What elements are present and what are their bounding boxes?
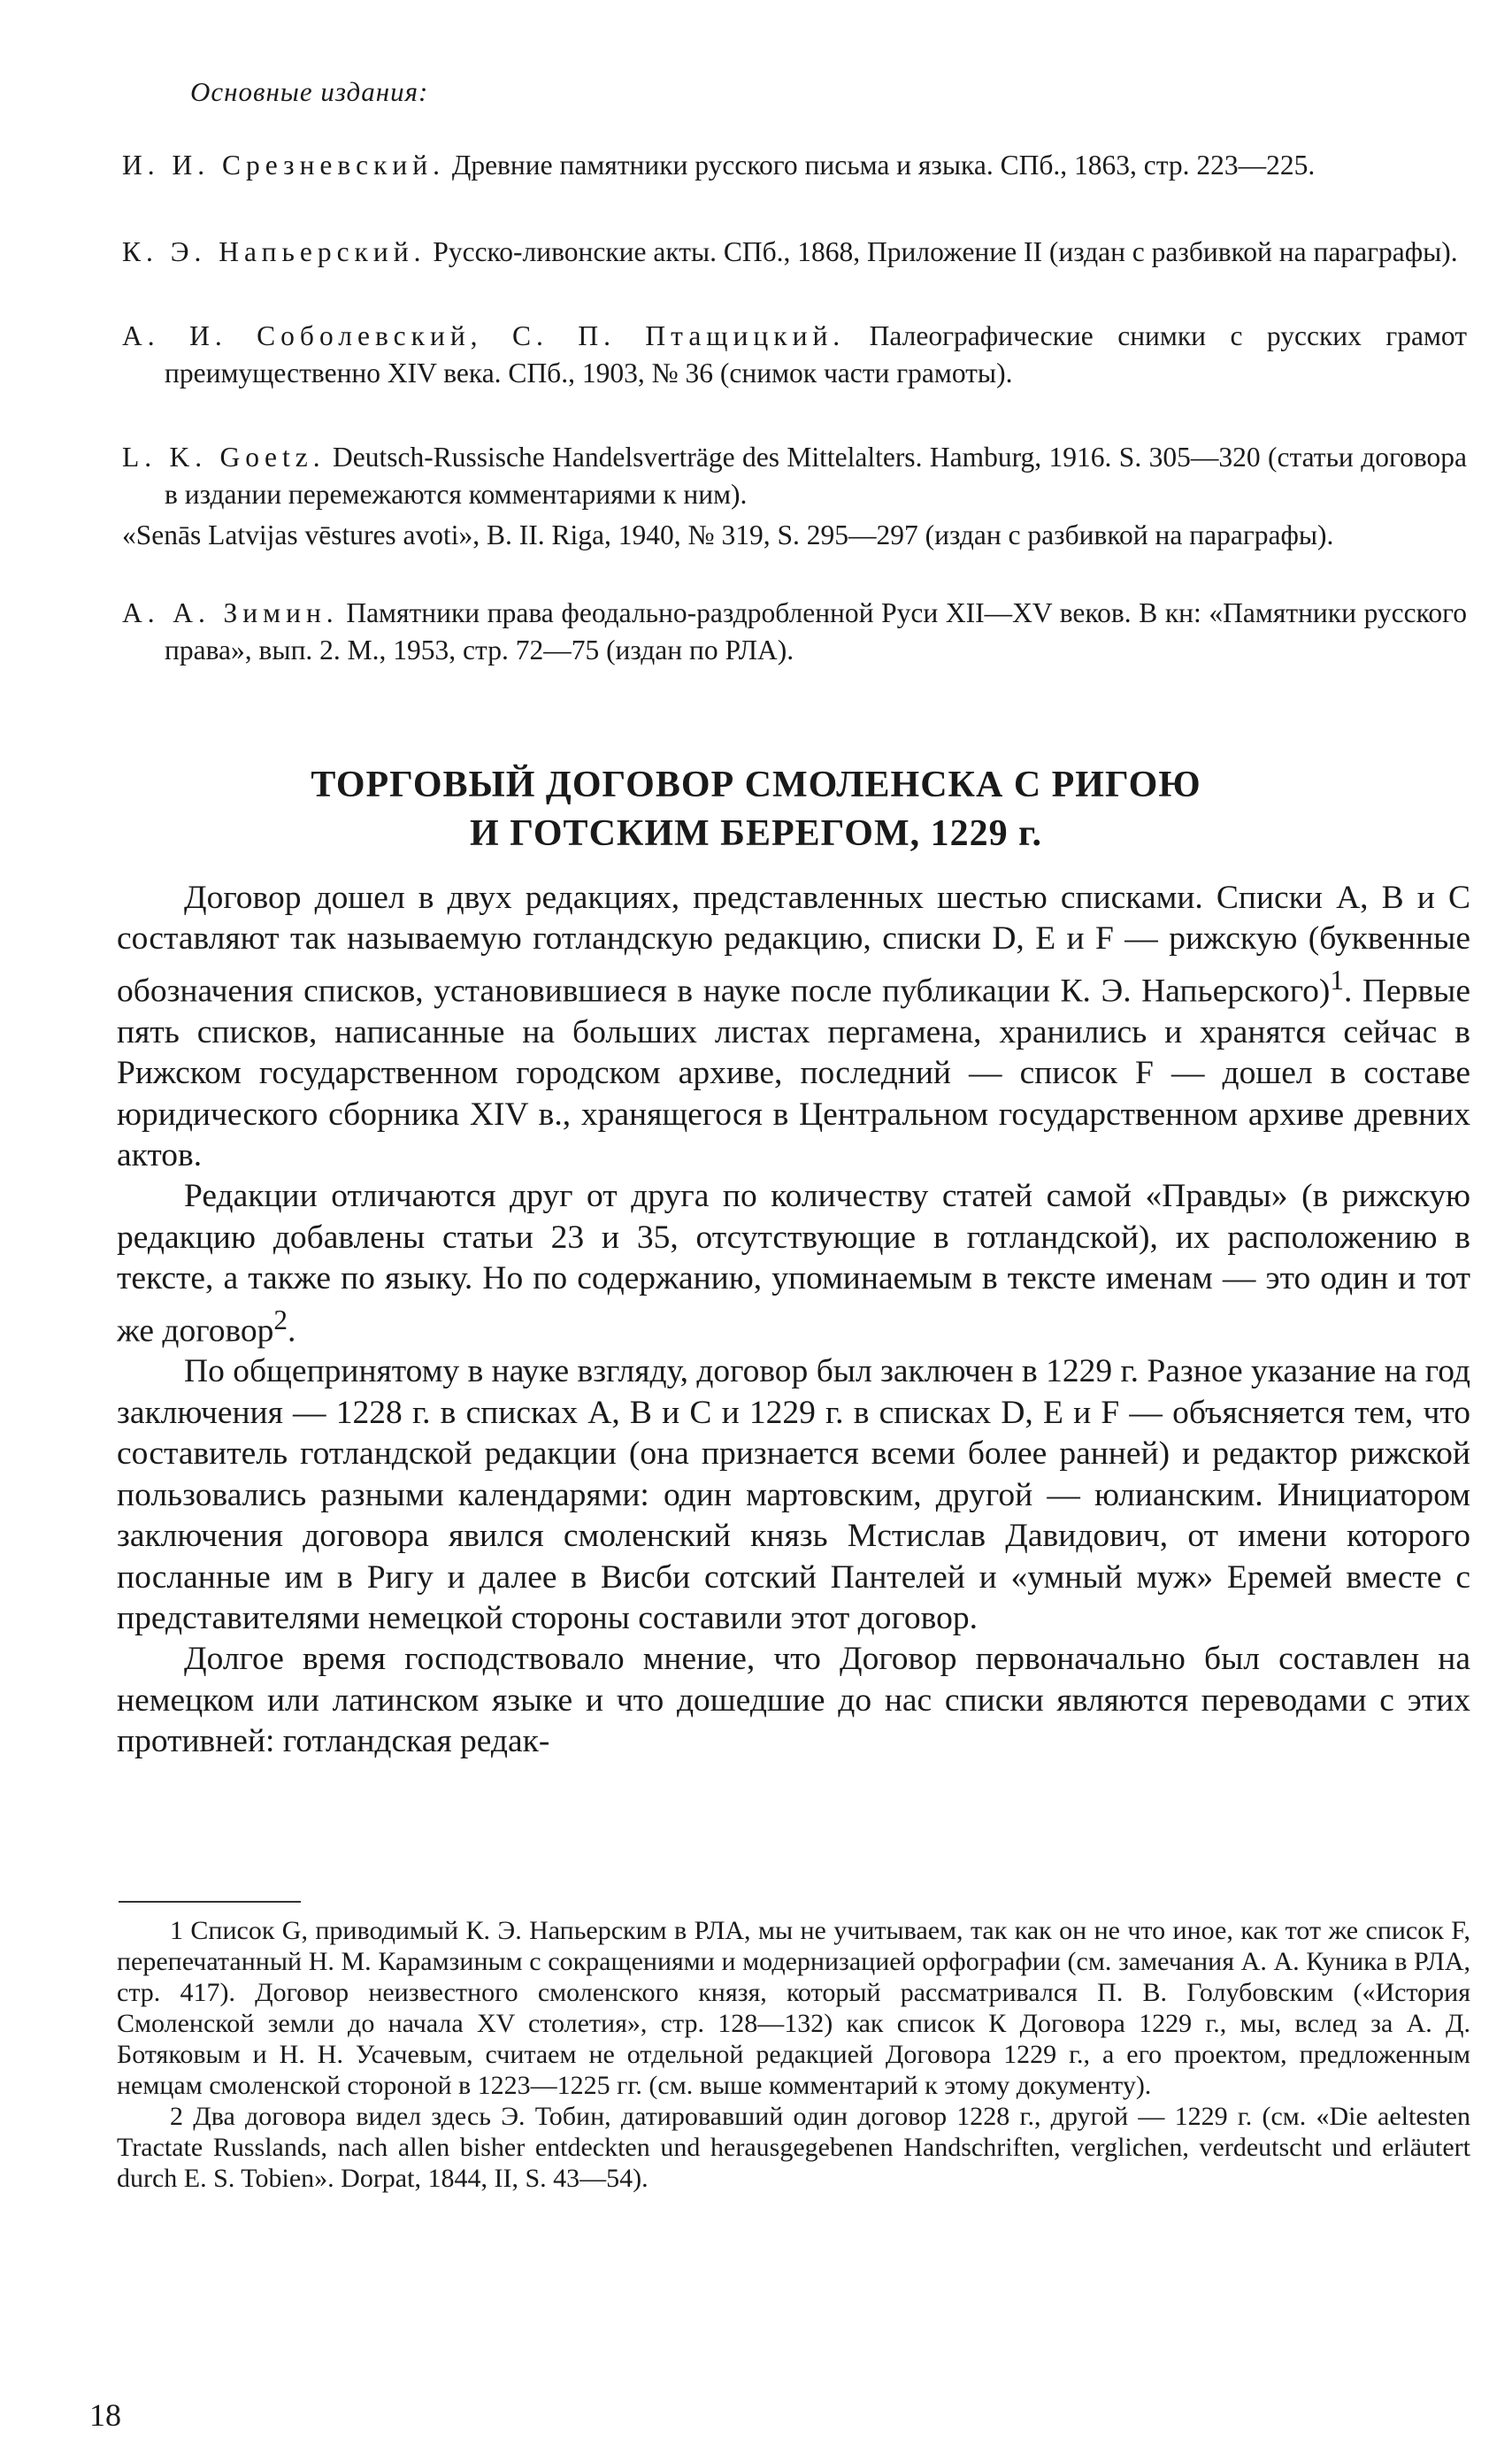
page-number: 18	[89, 2397, 121, 2433]
bib-text: «Senās Latvijas vēstures avoti», B. II. Riga, 1940, № 319, S. 295—297 (издан с разбивкой на параграфы).	[122, 519, 1334, 550]
footnote-2: 2 Два договора видел здесь Э. Тобин, датировавший один договор 1228 г., другой — 1229 г. (см. «Die aeltesten Tractate Russlands, nach allen bisher entdeckten und herausgegebenen Handschriften, verglichen, verdeutscht und erläutert durch E. S. Tobien». Dorpat, 1844, II, S. 43—54).	[117, 2102, 1470, 2193]
bib-text: Палеографические снимки с русских грамот преимущественно XIV века. СПб., 1903, № 36 (снимок части грамоты).	[165, 320, 1468, 388]
footnote-mark: 2	[170, 2102, 183, 2131]
footnote-mark: 1	[170, 1916, 183, 1945]
footnote-ref-1[interactable]: 1	[1330, 964, 1344, 996]
bib-author: А. И. Соболевский, С. П. Птащицкий.	[122, 320, 846, 351]
footnote-ref-2[interactable]: 2	[273, 1304, 288, 1335]
title-line-2: И ГОТСКИМ БЕРЕГОМ, 1229 г.	[470, 813, 1042, 854]
paragraph-3: По общепринятому в науке взгляду, договор был заключен в 1229 г. Разное указание на год заключения — 1228 г. в списках А, В и С и 1229 г. в списках D, Е и F — объясняется тем, что составитель готландской редакции (она признается всеми более ранней) и редактор рижской пользовались разными календарями: один мартовским, другой — юлианским. Инициатором заключения договора явился смоленский князь Мстислав Давидович, от имени которого посланные им в Ригу и далее в Висби сотский Пантелей и «умный муж» Еремей вместе с представителями немецкой стороны составили этот договор.	[117, 1353, 1470, 1636]
bib-author: L. K. Goetz.	[122, 442, 326, 473]
bib-text: Памятники права феодально-раздробленной Руси XII—XV веков. В кн: «Памятники русского права», вып. 2. М., 1953, стр. 72—75 (издан по РЛА).	[165, 597, 1467, 665]
paragraph-2: Редакции отличаются друг от друга по количеству статей самой «Правды» (в рижскую редакцию добавлены статьи 23 и 35, отсутствующие в готландской), их расположению в тексте, а также по языку. Но по содержанию, упоминаемым в тексте именам — это один и тот же договор$^2$.	[117, 1178, 1470, 1350]
bibliography-entry-4	[122, 439, 1467, 513]
bib-text: Deutsch-Russische Handelsverträge des Mittelalters. Hamburg, 1916. S. 305—320 (статьи договора в издании перемежаются комментариями к ним).	[165, 442, 1467, 510]
footnotes	[117, 1915, 1470, 2194]
bibliography-entry-5	[122, 517, 1467, 554]
bib-author: А. А. Зимин.	[122, 597, 339, 628]
bib-author: И. И. Срезневский.	[122, 150, 445, 181]
body-text	[117, 878, 1470, 1763]
section-heading: Основные издания:	[190, 76, 429, 107]
bibliography-entry-1	[122, 147, 1467, 184]
bib-text: Древние памятники русского письма и языка. СПб., 1863, стр. 223—225.	[451, 150, 1316, 181]
footnote-1: 1 Список G, приводимый К. Э. Напьерским в РЛА, мы не учитываем, так как он не что иное, как тот же список F, перепечатанный Н. М. Карамзиным с сокращениями и модернизацией орфографии (см. замечания А. А. Куника в РЛА, стр. 417). Договор неизвестного смоленского князя, который рассматривался П. В. Голубовским («История Смоленской земли до начала XV столетия», стр. 128—132) как список К Договора 1229 г., мы, вслед за А. Д. Ботяковым и Н. Н. Усачевым, считаем не отдельной редакцией Договора 1229 г., а его проектом, предложенным немцам смоленской стороной в 1223—1225 гг. (см. выше комментарий к этому документу).	[117, 1916, 1470, 2100]
footnote-divider	[119, 1901, 301, 1903]
bibliography-entry-2	[122, 234, 1467, 271]
bib-author: К. Э. Напьерский.	[122, 236, 426, 267]
paragraph-4: Долгое время господствовало мнение, что Договор первоначально был составлен на немецком или латинском языке и что дошедшие до нас списки являются переводами с этих противней: готландская редак-	[117, 1641, 1470, 1760]
document-title	[0, 761, 1512, 858]
title-line-1: ТОРГОВЫЙ ДОГОВОР СМОЛЕНСКА С РИГОЮ	[311, 765, 1201, 805]
bibliography-entry-3	[122, 318, 1467, 392]
paragraph-1: Договор дошел в двух редакциях, представленных шестью списками. Списки А, В и С составляют так называемую готландскую редакцию, списки D, Е и F — рижскую (буквенные обозначения списков, установившиеся в науке после публикации К. Э. Напьерского)$^1$. Первые пять списков, написанные на больших листах пергамена, хранились и хранятся сейчас в Рижском государственном городском архиве, последний — список F — дошел в составе юридического сборника XIV в., хранящегося в Центральном государственном архиве древних актов.	[117, 880, 1470, 1173]
bib-text: Русско-ливонские акты. СПб., 1868, Приложение II (издан с разбивкой на параграфы).	[433, 236, 1458, 267]
bibliography-entry-6	[122, 595, 1467, 669]
